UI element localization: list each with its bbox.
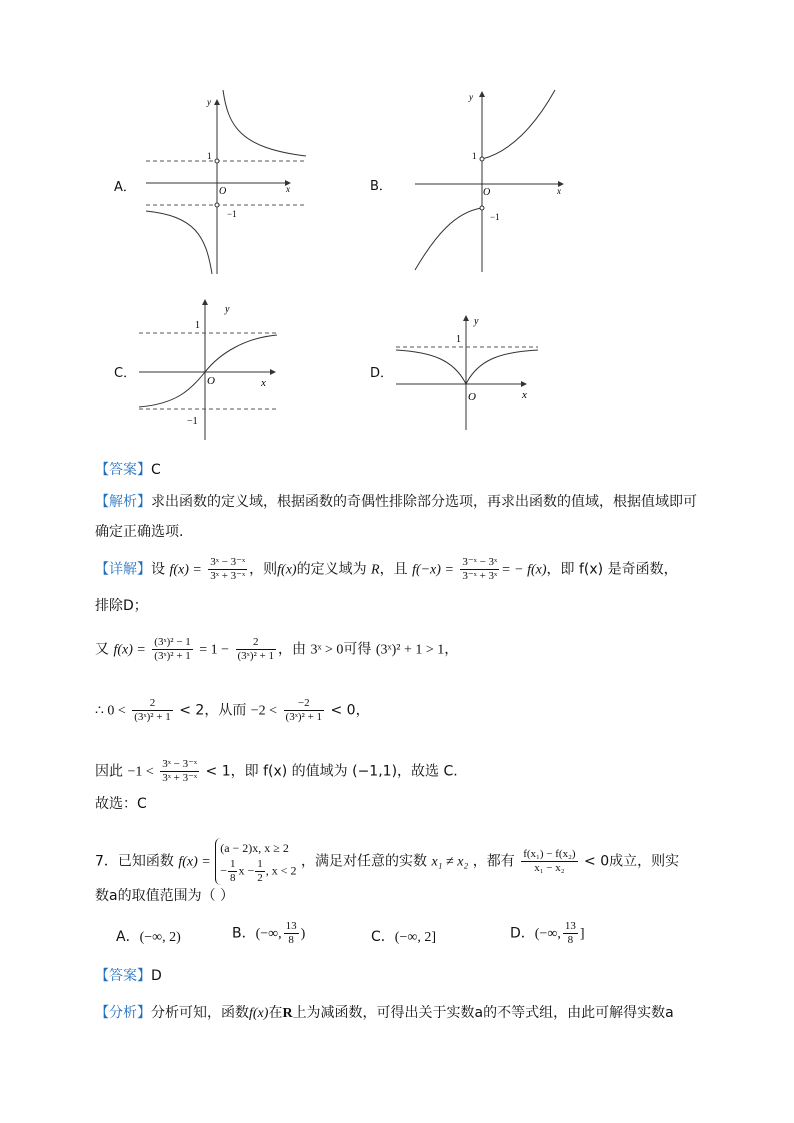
graph-b-one: 1 [472, 151, 477, 161]
q6-detail-line1: 【详解】设 f(x) = $\frac{\text{3ˣ − 3⁻ˣ}}{\text{3ˣ + 3⁻ˣ}}$ ，则f(x)的定义域为 R，且 f(−x) = $\frac{\text{3⁻ˣ − 3ˣ}}{\text{3⁻ˣ + 3ˣ}}$ = − f(x)，即 f(x) 是奇函数， [95, 556, 678, 582]
graph-c-one: 1 [195, 320, 200, 331]
graph-d-x-label: x [522, 389, 527, 401]
q6-exclude-d: 排除D； [95, 598, 148, 614]
graph-a-x-label: x [286, 184, 290, 194]
q6-line-hence: 因此 −1 < $\frac{\text{3ˣ − 3⁻ˣ}}{\text{3ˣ + 3⁻ˣ}}$ < 1，即 f(x) 的值域为 (−1,1)，故选 C. [95, 758, 458, 784]
q7-stem-line2: 数a的取值范围为（ ） [95, 888, 235, 904]
question-number: 7． [95, 853, 118, 870]
graph-c [135, 296, 285, 442]
graph-a-y-label: y [207, 97, 211, 107]
q7-answer-line: 【答案】D [95, 968, 162, 984]
option-b-label: B． [370, 179, 392, 194]
graph-b-y-label: y [469, 92, 473, 102]
q7-stem-line1: 7．已知函数 f(x) = (a − 2)x, x ≥ 2 − $\frac{1}{8}$ x − $\frac{1}{2}$ , x < 2 ，满足对任意的实数 x₁ ≠ x₂ ，都有 $\frac{\text{f(x₁) − f(x₂)}}{\text{x₁ − x₂}}$ < 0成立，则实 [95, 838, 679, 885]
q6-answer-line [95, 461, 161, 479]
graph-b [405, 86, 565, 276]
graph-d-y-label: y [474, 316, 479, 327]
q6-choose: 故选：C [95, 796, 147, 812]
analysis-tag: 【解析】 [95, 494, 151, 510]
graph-d [392, 312, 540, 432]
q6-line-again: 又 f(x) = $\frac{\text{(3ˣ)² − 1}}{\text{(3ˣ)² + 1}}$ = 1 − $\frac{2}{\text{(3ˣ)² + 1}}$ ，由 3ˣ > 0可得 (3ˣ)² + 1 > 1， [95, 636, 459, 662]
answer-value: C [151, 462, 161, 478]
graph-a-origin: O [219, 186, 227, 197]
graph-a-one: 1 [207, 151, 212, 161]
graph-c-neg-one: −1 [187, 416, 198, 427]
graph-b-origin: O [483, 187, 491, 198]
option-c-label: C． [114, 366, 137, 381]
fraction-neg: $\frac{\text{3⁻ˣ − 3ˣ}}{\text{3⁻ˣ + 3ˣ}}$ [462, 556, 498, 582]
answer-tag: 【答案】 [95, 462, 151, 478]
fx-def: f(x) = [169, 562, 202, 578]
graph-b-x-label: x [557, 186, 561, 196]
analysis-text: 求出函数的定义域，根据函数的奇偶性排除部分选项，再求出函数的值域，根据值域即可 [151, 494, 697, 510]
q7-option-c[interactable]: C．(−∞, 2] [371, 929, 436, 945]
detail-set: 设 [151, 561, 165, 578]
q7-analysis-line: 【分析】分析可知，函数f(x)在R上为减函数，可得出关于实数a的不等式组，由此可解得实数a [95, 1005, 674, 1021]
q6-analysis-line2: 确定正确选项. [95, 524, 184, 540]
q7-option-a[interactable]: A．(−∞, 2) [116, 929, 181, 945]
detail-tag: 【详解】 [95, 561, 151, 578]
graph-b-neg-one: −1 [490, 212, 500, 222]
graph-d-one: 1 [456, 334, 461, 345]
fraction-def: $\frac{\text{3ˣ − 3⁻ˣ}}{\text{3ˣ + 3⁻ˣ}}$ [210, 556, 246, 582]
option-a-label: A． [114, 180, 136, 195]
graph-c-y-label: y [225, 304, 230, 315]
graph-c-x-label: x [261, 377, 266, 389]
q7-option-b[interactable]: B．(−∞, $\frac{13}{8}$ ) [232, 920, 306, 946]
q7-option-d[interactable]: D．(−∞, $\frac{13}{8}$ ] [510, 920, 585, 946]
graph-c-origin: O [207, 375, 215, 387]
graph-a [140, 86, 312, 278]
piecewise-brace: (a − 2)x, x ≥ 2 − $\frac{1}{8}$ x − $\frac{1}{2}$ , x < 2 [215, 838, 296, 885]
option-d-label: D． [370, 366, 394, 381]
graph-d-origin: O [468, 391, 476, 403]
q6-analysis-line1 [95, 493, 697, 511]
graph-a-neg-one: −1 [227, 209, 237, 219]
q6-line-therefore: ∴ 0 < $\frac{2}{\text{(3ˣ)² + 1}}$ < 2，从而 −2 < $\frac{-2}{\text{(3ˣ)² + 1}}$ < 0， [95, 697, 370, 723]
